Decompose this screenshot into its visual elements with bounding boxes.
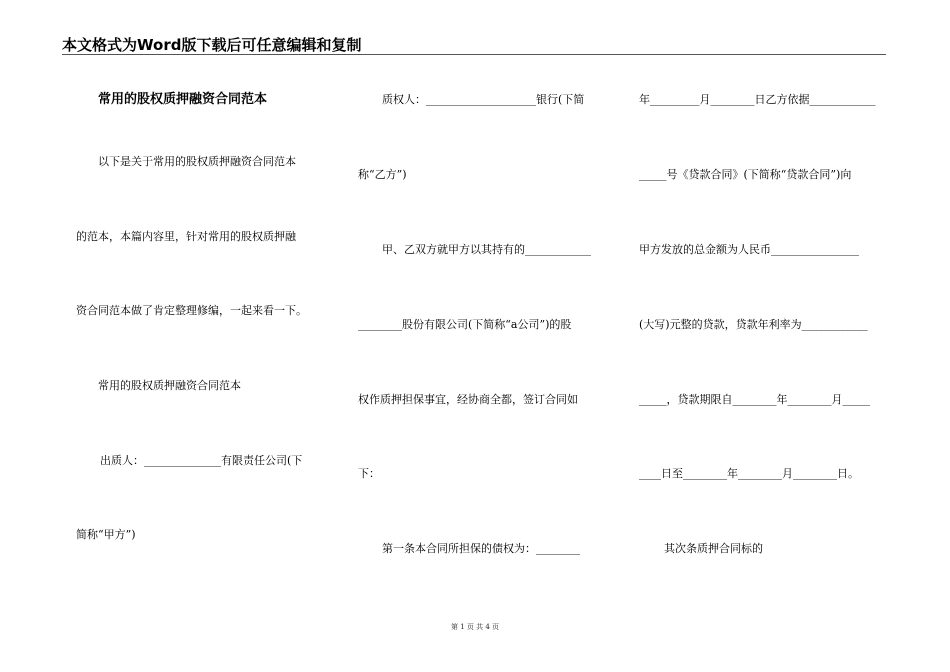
text-line: 常用的股权质押融资合同范本	[98, 379, 241, 392]
text-line: 以下是关于常用的股权质押融资合同范本	[98, 155, 296, 168]
text-line: _____号《贷款合同》(下简称“贷款合同”)向	[639, 168, 852, 181]
document-title: 常用的股权质押融资合同范本	[98, 92, 268, 107]
header-divider	[62, 54, 886, 55]
text-line: 甲方发放的总金额为人民币________________	[639, 243, 859, 256]
text-line: (大写)元整的贷款，贷款年利率为____________	[639, 318, 868, 331]
document-banner: 本文格式为Word版下载后可任意编辑和复制	[62, 36, 362, 54]
text-line: 资合同范本做了肯定整理修编，一起来看一下。	[76, 304, 307, 317]
text-line: 下：	[358, 467, 380, 480]
text-line: 简称“甲方”)	[76, 528, 136, 541]
text-line: 其次条质押合同标的	[664, 542, 763, 555]
text-line: 的范本，本篇内容里，针对常用的股权质押融	[76, 230, 296, 243]
text-line: 称“乙方”)	[358, 168, 407, 181]
text-line: ____日至________年________月________日。	[639, 467, 859, 480]
text-line: 出质人：______________有限责任公司(下	[100, 454, 303, 467]
text-line: 质权人：____________________银行(下简	[382, 93, 585, 106]
text-line: _____，贷款期限自________年________月_____	[639, 393, 870, 406]
text-line: 甲、乙双方就甲方以其持有的____________	[382, 243, 591, 256]
page-number: 第 1 页 共 4 页	[450, 623, 500, 631]
text-line: 年_________月________日乙方依据____________	[639, 93, 876, 106]
text-line: 第一条本合同所担保的债权为：________	[382, 542, 580, 555]
text-line: 权作质押担保事宜，经协商全都，签订合同如	[358, 393, 578, 406]
text-line: ________股份有限公司(下简称“a公司”)的股	[358, 318, 572, 331]
